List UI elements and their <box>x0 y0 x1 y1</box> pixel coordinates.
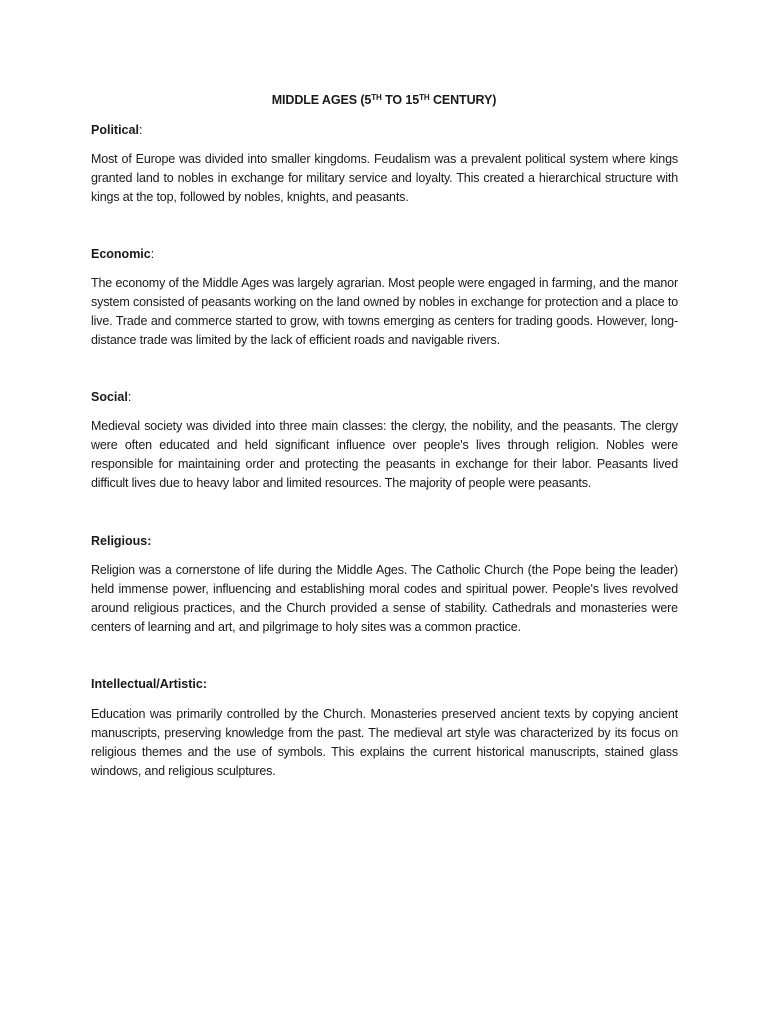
heading-text: Social <box>91 390 128 404</box>
title-text-part2: TO 15 <box>381 93 420 107</box>
section-text-political: Most of Europe was divided into smaller kingdoms. Feudalism was a prevalent political system where kings granted land to nobles in exchange for military service and loyalty. This created a hierarchical structure with kings at the top, followed by nobles, knights, and peasants. <box>91 152 678 204</box>
section-heading-political <box>91 123 142 137</box>
section-text-intellectual-artistic: Education was primarily controlled by the Church. Monasteries preserved ancient texts by copying ancient manuscripts, preserving knowledge from the past. The medieval art style was characterized by its focus on religious themes and the use of symbols. This explains the current historical manuscripts, stained glass windows, and religious sculptures. <box>91 707 678 778</box>
section-text-social: Medieval society was divided into three main classes: the clergy, the nobility, and the peasants. The clergy were often educated and held significant influence over people's lives through religion. Nobles were responsible for maintaining order and protecting the peasants in exchange for their labor. Peasants lived difficult lives due to heavy labor and limited resources. The majority of people were peasants. <box>91 419 678 490</box>
section-text-religious: Religion was a cornerstone of life during the Middle Ages. The Catholic Church (the Pope being the leader) held immense power, influencing and establishing moral codes and spiritual power. People's lives revolved around religious practices, and the Church provided a sense of stability. Cathedrals and monasteries were centers of learning and art, and pilgrimage to holy sites was a common practice. <box>91 563 678 634</box>
section-heading-religious <box>91 534 151 548</box>
heading-colon: : <box>127 390 132 404</box>
title-superscript-2: TH <box>419 93 430 102</box>
heading-text: Religious: <box>91 534 152 548</box>
title-text-part1: MIDDLE AGES (5 <box>271 93 372 107</box>
section-heading-social <box>91 390 131 404</box>
heading-text: Political <box>91 123 139 137</box>
heading-text: Economic <box>91 247 151 261</box>
heading-colon: : <box>138 123 143 137</box>
document-title <box>0 93 768 107</box>
section-heading-intellectual-artistic <box>91 677 207 691</box>
section-heading-economic <box>91 247 154 261</box>
title-text-part3: CENTURY) <box>429 93 497 107</box>
heading-text: Intellectual/Artistic: <box>91 677 207 691</box>
title-superscript-1: TH <box>371 93 382 102</box>
heading-colon: : <box>150 247 155 261</box>
section-text-economic: The economy of the Middle Ages was largely agrarian. Most people were engaged in farming, and the manor system consisted of peasants working on the land owned by nobles in exchange for protection and a place to live. Trade and commerce started to grow, with towns emerging as centers for trading goods. However, long-distance trade was limited by the lack of efficient roads and navigable rivers. <box>91 276 678 347</box>
